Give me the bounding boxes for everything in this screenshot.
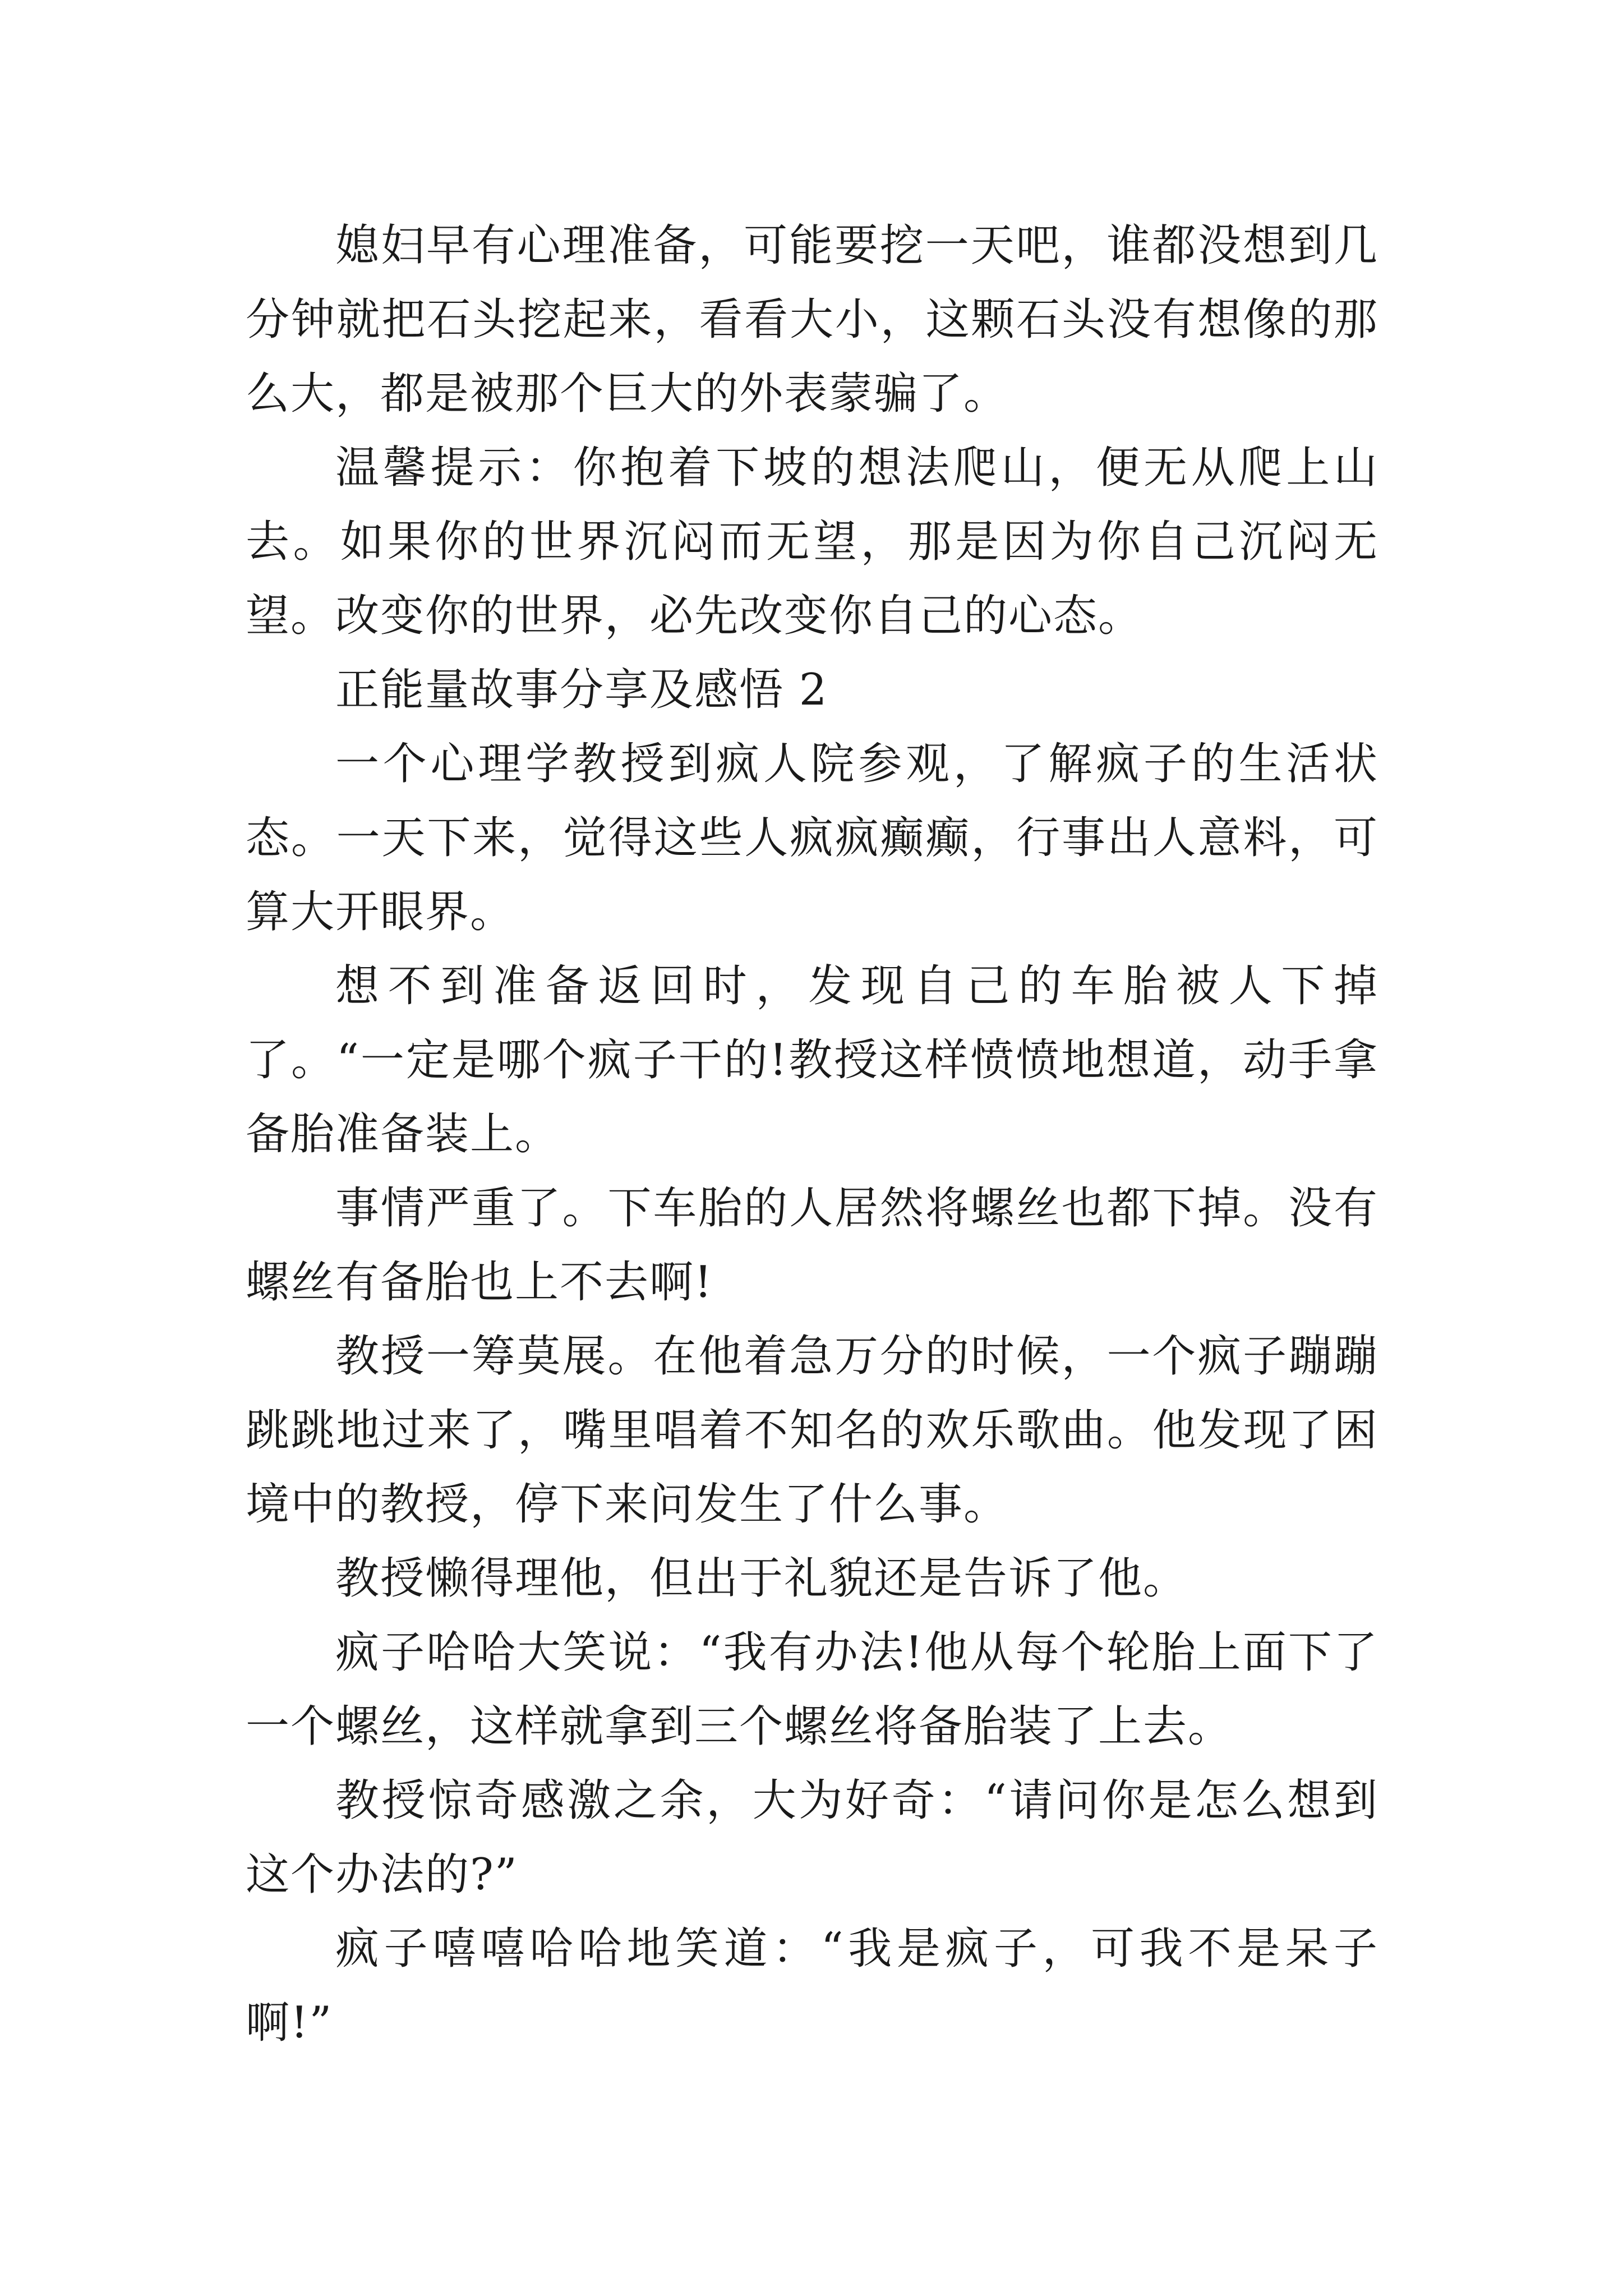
paragraph-2: 温馨提示：你抱着下坡的想法爬山，便无从爬上山去。如果你的世界沉闷而无望，那是因为你自己沉闷无望。改变你的世界，必先改变你自己的心态。 [246, 443, 1378, 641]
story-heading: 正能量故事分享及感悟 2 [335, 665, 828, 715]
paragraph-8: 疯子哈哈大笑说：“我有办法!他从每个轮胎上面下了一个螺丝，这样就拿到三个螺丝将备胎装了上去。 [246, 1627, 1378, 1752]
paragraph-9: 教授惊奇感激之余，大为好奇：“请问你是怎么想到这个办法的?” [246, 1775, 1378, 1900]
paragraph-3: 一个心理学教授到疯人院参观，了解疯子的生活状态。一天下来，觉得这些人疯疯癫癫，行事出人意料，可算大开眼界。 [246, 739, 1378, 937]
document-body [246, 209, 1378, 2060]
paragraph-6: 教授一筹莫展。在他着急万分的时候，一个疯子蹦蹦跳跳地过来了，嘴里唱着不知名的欢乐歌曲。他发现了困境中的教授，停下来问发生了什么事。 [246, 1331, 1378, 1530]
paragraph-1: 媳妇早有心理准备，可能要挖一天吧，谁都没想到几分钟就把石头挖起来，看看大小，这颗石头没有想像的那么大，都是被那个巨大的外表蒙骗了。 [246, 220, 1378, 419]
paragraph-10: 疯子嘻嘻哈哈地笑道：“我是疯子，可我不是呆子啊!” [246, 1924, 1378, 2048]
paragraph-7: 教授懒得理他，但出于礼貌还是告诉了他。 [335, 1553, 1188, 1604]
paragraph-4: 想不到准备返回时，发现自己的车胎被人下掉了。“一定是哪个疯子干的!教授这样愤愤地想道，动手拿备胎准备装上。 [246, 961, 1378, 1159]
paragraph-5: 事情严重了。下车胎的人居然将螺丝也都下掉。没有螺丝有备胎也上不去啊! [246, 1183, 1378, 1308]
